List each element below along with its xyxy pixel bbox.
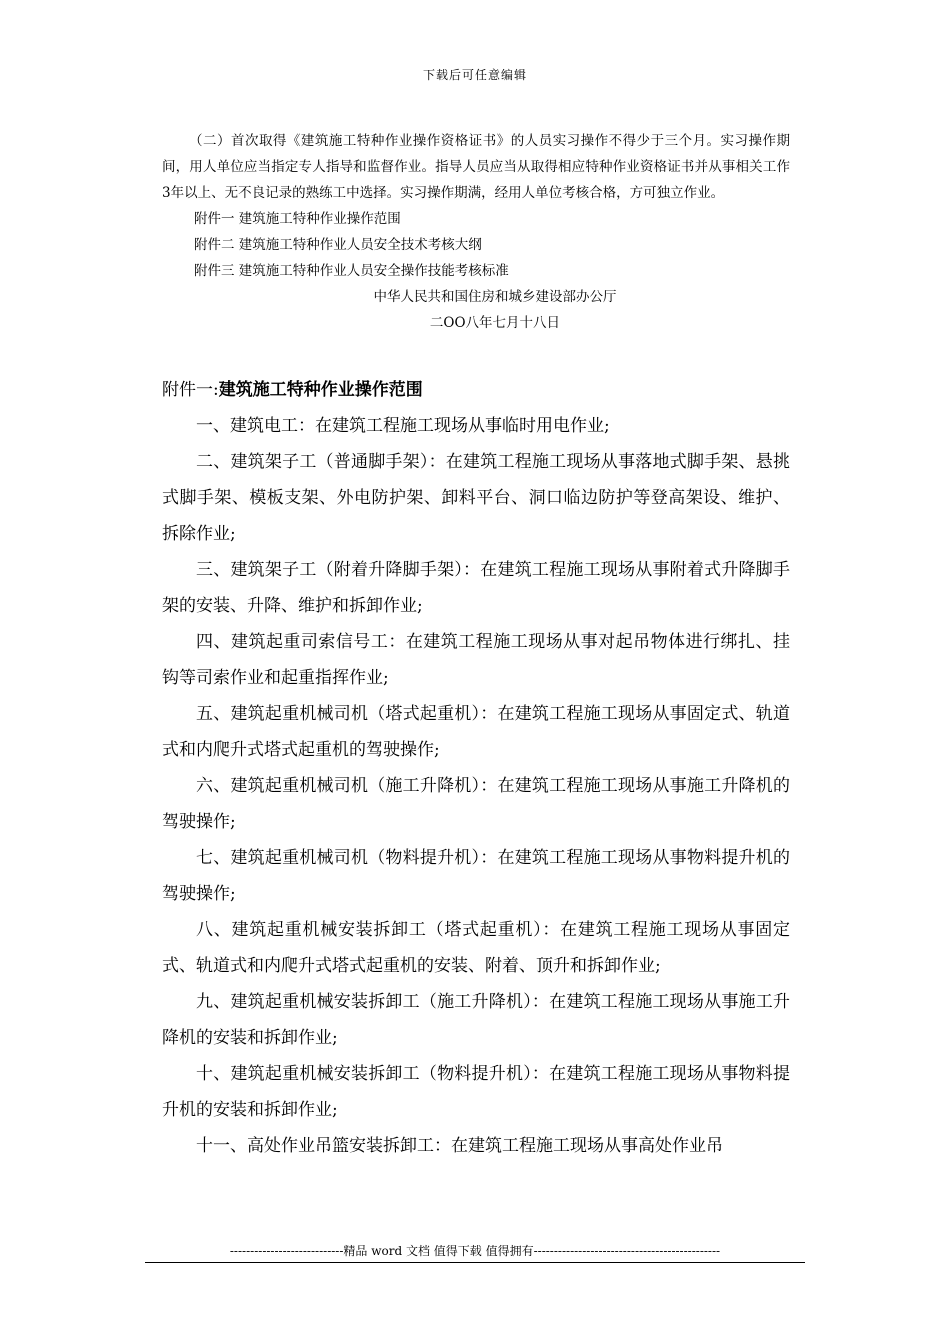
page-footer: ----------------------------精品 word 文档 值得下载 值得拥有---------------------------------------------- [229, 1244, 721, 1258]
scope-item: 七、建筑起重机械司机（物料提升机）：在建筑工程施工现场从事物料提升机的驾驶操作; [162, 848, 790, 904]
scope-item: 九、建筑起重机械安装拆卸工（施工升降机）：在建筑工程施工现场从事施工升降机的安装和拆卸作业; [162, 992, 790, 1048]
section-prefix: 附件一: [162, 380, 219, 400]
scope-item: 十一、高处作业吊篮安装拆卸工：在建筑工程施工现场从事高处作业吊 [196, 1136, 723, 1156]
scope-item: 十、建筑起重机械安装拆卸工（物料提升机）：在建筑工程施工现场从事物料提升机的安装和拆卸作业; [162, 1064, 790, 1120]
scope-item: 六、建筑起重机械司机（施工升降机）：在建筑工程施工现场从事施工升降机的驾驶操作; [162, 776, 790, 832]
attachment-line-1: 附件一 建筑施工特种作业操作范围 [194, 211, 401, 227]
scope-item: 八、建筑起重机械安装拆卸工（塔式起重机）：在建筑工程施工现场从事固定式、轨道式和内爬升式塔式起重机的安装、附着、顶升和拆卸作业; [162, 920, 790, 976]
scope-item: 四、建筑起重司索信号工：在建筑工程施工现场从事对起吊物体进行绑扎、挂钩等司索作业和起重指挥作业; [162, 632, 790, 688]
date-line: 二OO八年七月十八日 [429, 315, 561, 331]
section-heading [162, 372, 790, 408]
page-header: 下载后可任意编辑 [422, 68, 527, 82]
attachment-section [162, 372, 790, 1164]
issuer-line: 中华人民共和国住房和城乡建设部办公厅 [373, 289, 617, 305]
scope-item: 二、建筑架子工（普通脚手架）：在建筑工程施工现场从事落地式脚手架、悬挑式脚手架、模板支架、外电防护架、卸料平台、洞口临边防护等登高架设、维护、拆除作业; [162, 452, 790, 544]
footer-divider [145, 1262, 805, 1263]
notice-block [162, 128, 790, 336]
attachment-line-2: 附件二 建筑施工特种作业人员安全技术考核大纲 [194, 237, 482, 253]
scope-item: 三、建筑架子工（附着升降脚手架）：在建筑工程施工现场从事附着式升降脚手架的安装、升降、维护和拆卸作业; [162, 560, 790, 616]
attachment-line-3: 附件三 建筑施工特种作业人员安全操作技能考核标准 [194, 263, 509, 279]
scope-item: 五、建筑起重机械司机（塔式起重机）：在建筑工程施工现场从事固定式、轨道式和内爬升式塔式起重机的驾驶操作; [162, 704, 790, 760]
intro-paragraph: （二）首次取得《建筑施工特种作业操作资格证书》的人员实习操作不得少于三个月。实习操作期间，用人单位应当指定专人指导和监督作业。指导人员应当从取得相应特种作业资格证书并从事相关工作3年以上、无不良记录的熟练工中选择。实习操作期满，经用人单位考核合格，方可独立作业。 [162, 133, 790, 201]
scope-item: 一、建筑电工：在建筑工程施工现场从事临时用电作业; [196, 416, 610, 436]
section-title: 建筑施工特种作业操作范围 [218, 380, 423, 400]
